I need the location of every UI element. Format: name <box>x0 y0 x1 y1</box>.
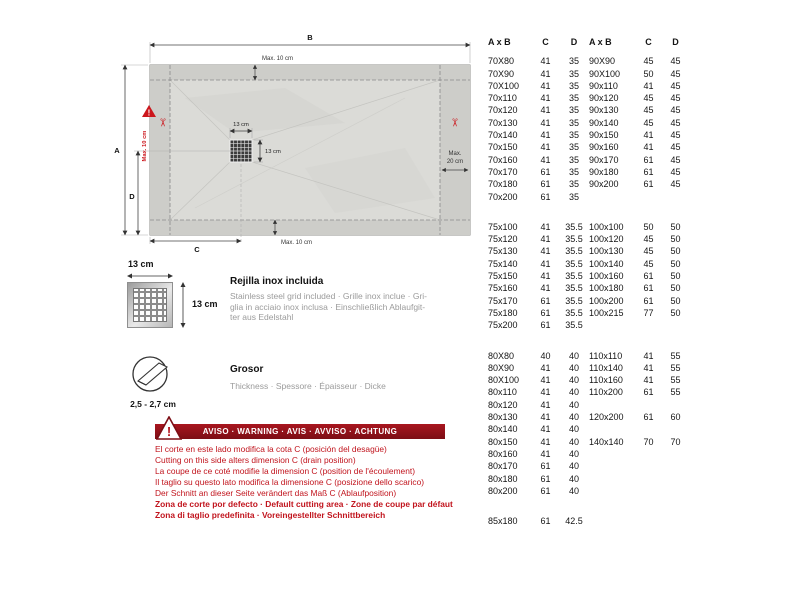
dim-d-cell <box>662 191 689 203</box>
dim-c-cell: 41 <box>540 436 551 447</box>
dim-d-cell: 35 <box>568 105 579 116</box>
size-cell: 100x160 <box>589 271 624 282</box>
size-cell: 80x150 <box>488 436 518 447</box>
dim-d-cell: 40 <box>568 473 579 484</box>
dim-d-cell: 35 <box>568 93 579 104</box>
dim-d-cell: 35 <box>568 68 579 79</box>
dim-d-cell: 40 <box>568 375 579 386</box>
grid-width-label: 13 cm <box>128 259 154 269</box>
dim-d-cell: 35 <box>568 166 579 177</box>
dim-d-cell: 55 <box>670 375 681 386</box>
table-row <box>488 460 698 472</box>
size-cell: 70x160 <box>488 154 518 165</box>
warning-line: Il taglio su questo lato modifica la dimensione C (posizione dello scarico) <box>155 477 425 487</box>
grid-desc-line-3: ter aus Edelstahl <box>230 312 294 322</box>
dim-d-cell: 50 <box>670 271 681 282</box>
dim-c-cell: 41 <box>540 362 551 373</box>
table-block <box>488 55 698 203</box>
cut-warning-right <box>448 118 460 127</box>
dim-d-cell <box>662 319 689 331</box>
dim-d-cell: 70 <box>670 436 681 447</box>
dim-d-cell: 45 <box>670 105 681 116</box>
dim-d-cell: 45 <box>670 93 681 104</box>
dim-d-cell: 35 <box>568 142 579 153</box>
table-row <box>488 221 698 233</box>
dim-d-cell: 40 <box>568 436 579 447</box>
size-cell: 140x140 <box>589 436 624 447</box>
header-axb-right: A x B <box>589 37 612 47</box>
dim-d-cell: 45 <box>670 142 681 153</box>
dim-d-cell: 45 <box>670 166 681 177</box>
tray-diagram <box>105 28 485 258</box>
warning-line: El corte en este lado modifica la cota C (posición del desagüe) <box>155 444 387 454</box>
dim-d-cell: 50 <box>670 283 681 294</box>
table-row <box>488 448 698 460</box>
scissors-icon: ✂ <box>448 118 460 128</box>
size-cell: 70x120 <box>488 105 518 116</box>
table-row <box>488 258 698 270</box>
size-cell: 75x180 <box>488 307 518 318</box>
dim-c-cell: 61 <box>540 191 551 202</box>
size-cell: 100x140 <box>589 258 624 269</box>
table-row <box>488 282 698 294</box>
dim-c-cell: 41 <box>540 130 551 141</box>
size-cell: 80x170 <box>488 461 518 472</box>
max-right-label-1: Max. <box>448 151 462 157</box>
dim-c-cell: 61 <box>540 166 551 177</box>
dim-c-cell: 41 <box>643 80 654 91</box>
grid-width-arrow <box>127 272 173 280</box>
dim-d-cell: 35.5 <box>565 295 583 306</box>
warning-exclamation: ! <box>147 108 151 118</box>
size-cell: 90x140 <box>589 117 619 128</box>
dim-c-cell: 45 <box>643 246 654 257</box>
dim-c-cell: 41 <box>540 93 551 104</box>
dim-d-cell: 35 <box>568 56 579 67</box>
dim-c-cell: 61 <box>643 295 654 306</box>
dim-d-cell: 40 <box>568 350 579 361</box>
dim-c-cell: 50 <box>643 68 654 79</box>
size-cell: 70x180 <box>488 179 518 190</box>
dim-c-cell: 45 <box>643 105 654 116</box>
dim-d-cell: 55 <box>670 350 681 361</box>
dim-c-cell <box>635 460 662 472</box>
dim-d-cell <box>662 473 689 485</box>
thickness-value: 2,5 - 2,7 cm <box>130 399 176 409</box>
warning-triangle-icon <box>156 416 182 440</box>
size-cell: 75x130 <box>488 246 518 257</box>
dim-d-cell: 45 <box>670 68 681 79</box>
table-row <box>488 80 698 92</box>
dim-c-cell <box>635 399 662 411</box>
dim-d-cell: 35.5 <box>565 320 583 331</box>
size-cell: 100x180 <box>589 283 624 294</box>
size-cell <box>589 485 635 497</box>
dim-d-cell <box>662 423 689 435</box>
dim-d-cell: 40 <box>568 485 579 496</box>
dim-c-cell: 41 <box>540 80 551 91</box>
dim-c-cell: 61 <box>540 307 551 318</box>
size-cell: 90x200 <box>589 179 619 190</box>
dim-label-b: B <box>307 33 313 42</box>
table-row <box>488 386 698 398</box>
size-cell: 110x140 <box>589 362 623 373</box>
dim-c-cell: 77 <box>643 307 654 318</box>
table-row <box>488 423 698 435</box>
dim-c-cell <box>635 191 662 203</box>
table-row <box>488 233 698 245</box>
size-cell <box>589 515 635 527</box>
dim-d-cell: 60 <box>670 412 681 423</box>
dim-c-cell: 41 <box>540 117 551 128</box>
header-d-right: D <box>672 37 679 47</box>
size-cell <box>589 473 635 485</box>
dim-c-cell: 41 <box>540 56 551 67</box>
dim-c-cell: 61 <box>540 320 551 331</box>
size-cell: 110x200 <box>589 387 623 398</box>
dim-d-cell: 35 <box>568 154 579 165</box>
dim-c-cell: 45 <box>643 258 654 269</box>
dim-d-cell: 35 <box>568 80 579 91</box>
size-cell: 90X90 <box>589 56 616 67</box>
size-cell: 80x180 <box>488 473 518 484</box>
size-cell: 70x140 <box>488 130 518 141</box>
dim-d-cell: 40 <box>568 399 579 410</box>
dim-d-cell: 45 <box>670 80 681 91</box>
table-row <box>488 166 698 178</box>
dim-d-cell: 35.5 <box>565 221 583 232</box>
warning-line: Cutting on this side alters dimension C (drain position) <box>155 455 356 465</box>
dim-d-cell: 50 <box>670 307 681 318</box>
table-row <box>488 129 698 141</box>
table-row <box>488 473 698 485</box>
dim-d-cell: 35.5 <box>565 234 583 245</box>
size-cell: 70X100 <box>488 80 520 91</box>
grid-section-desc <box>230 291 427 323</box>
dim-c-cell: 41 <box>540 221 551 232</box>
dim-c-cell: 61 <box>540 473 551 484</box>
dim-c-cell: 41 <box>540 375 551 386</box>
dim-d-cell: 50 <box>670 295 681 306</box>
drain-dim-side-label: 13 cm <box>265 149 281 155</box>
header-axb-left: A x B <box>488 37 511 47</box>
table-row <box>488 178 698 190</box>
dim-label-a: A <box>114 146 120 155</box>
size-cell: 75x120 <box>488 234 518 245</box>
steel-grid-icon <box>127 282 173 328</box>
size-cell: 80x130 <box>488 412 518 423</box>
dim-d-cell <box>662 460 689 472</box>
grid-desc-line-2: glia in acciaio inox inclusa · Einschließlich Ablaufgit- <box>230 301 426 312</box>
size-cell: 100x120 <box>589 234 624 245</box>
dim-d-cell: 40 <box>568 387 579 398</box>
table-row <box>488 295 698 307</box>
dim-c-cell: 41 <box>643 362 654 373</box>
dim-d-cell: 42.5 <box>565 516 583 527</box>
table-row <box>488 245 698 257</box>
size-cell: 75x200 <box>488 320 518 331</box>
size-cell: 80X90 <box>488 362 515 373</box>
header-c-left: C <box>542 37 549 47</box>
dim-c-cell: 41 <box>540 234 551 245</box>
table-row <box>488 270 698 282</box>
size-cell: 80x120 <box>488 399 518 410</box>
dim-c-cell: 41 <box>540 246 551 257</box>
table-row <box>488 350 698 362</box>
dim-d-cell: 50 <box>670 246 681 257</box>
dim-c-cell: 41 <box>540 424 551 435</box>
warning-line: Der Schnitt an dieser Seite verändert das Maß C (Ablaufposition) <box>155 488 397 498</box>
thickness-title: Grosor <box>230 364 264 375</box>
dim-c-cell: 41 <box>540 387 551 398</box>
dim-d-cell: 45 <box>670 130 681 141</box>
dim-c-cell: 61 <box>643 412 654 423</box>
size-cell <box>589 460 635 472</box>
size-cell: 75x150 <box>488 271 518 282</box>
dim-c-cell: 61 <box>643 166 654 177</box>
dim-c-cell: 45 <box>643 117 654 128</box>
table-block <box>488 515 698 527</box>
size-cell: 90x150 <box>589 130 619 141</box>
drain-dim-top-label: 13 cm <box>233 122 249 128</box>
table-row <box>488 362 698 374</box>
scissors-icon: ✂ <box>156 118 168 128</box>
size-cell: 90x170 <box>589 154 619 165</box>
size-cell: 70x130 <box>488 117 518 128</box>
dim-d-cell: 40 <box>568 461 579 472</box>
dim-c-cell: 61 <box>643 154 654 165</box>
dim-d-cell: 35.5 <box>565 283 583 294</box>
dim-c-cell: 45 <box>643 234 654 245</box>
dim-d-cell <box>662 485 689 497</box>
dim-c-cell: 41 <box>643 375 654 386</box>
table-row <box>488 117 698 129</box>
dim-c-cell <box>635 485 662 497</box>
size-cell: 100x200 <box>589 295 624 306</box>
size-cell <box>589 448 635 460</box>
dim-c-cell: 41 <box>643 142 654 153</box>
size-cell: 80X80 <box>488 350 515 361</box>
dim-d-cell: 40 <box>568 448 579 459</box>
dim-d-cell: 45 <box>670 154 681 165</box>
table-block <box>488 350 698 498</box>
size-cell: 75x140 <box>488 258 518 269</box>
dim-c-cell: 61 <box>540 485 551 496</box>
warning-line: Zona de corte por defecto · Default cutting area · Zone de coupe par défaut <box>155 499 453 509</box>
size-cell: 80x160 <box>488 448 518 459</box>
dim-c-cell: 61 <box>643 387 654 398</box>
dim-c-cell <box>635 448 662 460</box>
tray-body <box>147 65 470 235</box>
dim-d-cell: 35 <box>568 179 579 190</box>
dim-d-cell: 50 <box>670 221 681 232</box>
table-row <box>488 436 698 448</box>
table-row <box>488 154 698 166</box>
grid-desc-line-1: Stainless steel grid included · Grille inox inclue · Gri- <box>230 291 427 301</box>
dim-c-cell: 41 <box>540 412 551 423</box>
size-cell: 100x130 <box>589 246 624 257</box>
thickness-desc: Thickness · Spessore · Épaisseur · Dicke <box>230 381 386 391</box>
max-top-label: Max. 10 cm <box>262 56 294 62</box>
dim-c-cell: 50 <box>643 221 654 232</box>
size-cell <box>589 423 635 435</box>
size-cell: 90x160 <box>589 142 619 153</box>
size-cell: 90x120 <box>589 93 619 104</box>
dim-d-cell <box>662 399 689 411</box>
size-cell: 110x160 <box>589 375 623 386</box>
dim-c-cell: 41 <box>540 283 551 294</box>
table-row <box>488 374 698 386</box>
size-cell: 70X80 <box>488 56 515 67</box>
dim-d-cell: 40 <box>568 412 579 423</box>
dim-c-cell: 41 <box>540 448 551 459</box>
dim-c-cell: 61 <box>643 179 654 190</box>
dim-c-cell: 61 <box>643 283 654 294</box>
size-cell: 80X100 <box>488 375 520 386</box>
table-row <box>488 191 698 203</box>
size-cell: 75x100 <box>488 221 518 232</box>
dim-d-cell: 35.5 <box>565 246 583 257</box>
table-row <box>488 515 698 527</box>
size-cell: 120x200 <box>589 412 624 423</box>
size-cell: 70x170 <box>488 166 518 177</box>
table-row <box>488 307 698 319</box>
dim-c-cell: 41 <box>540 399 551 410</box>
warning-lines <box>155 444 453 521</box>
dim-d-cell <box>662 515 689 527</box>
max-right-label-2: 20 cm <box>446 159 464 165</box>
table-row <box>488 104 698 116</box>
table-row <box>488 68 698 80</box>
thickness-icon <box>128 350 174 396</box>
size-cell: 70x150 <box>488 142 518 153</box>
dim-c-cell: 45 <box>643 93 654 104</box>
dim-c-cell <box>635 423 662 435</box>
dim-c-cell: 41 <box>540 142 551 153</box>
table-row <box>488 411 698 423</box>
size-cell: 70X90 <box>488 68 515 79</box>
grid-height-arrow <box>177 282 189 328</box>
dim-d-cell: 35.5 <box>565 258 583 269</box>
table-row <box>488 141 698 153</box>
warning-banner: AVISO · WARNING · AVIS · AVVISO · ACHTUNG <box>155 424 445 439</box>
dim-label-c: C <box>194 245 200 254</box>
size-cell: 75x160 <box>488 283 518 294</box>
dim-c-cell: 61 <box>540 295 551 306</box>
size-cell: 90x110 <box>589 80 618 91</box>
size-cell: 80x140 <box>488 424 518 435</box>
size-cell <box>589 319 635 331</box>
size-cell: 80x200 <box>488 485 518 496</box>
table-block <box>488 221 698 332</box>
dim-c-cell: 41 <box>540 258 551 269</box>
size-cell: 70x200 <box>488 191 518 202</box>
warning-line: La coupe de ce coté modifie la dimension C (position de l'écoulement) <box>155 466 415 476</box>
dim-d-cell: 55 <box>670 362 681 373</box>
dim-c-cell: 61 <box>540 516 551 527</box>
size-cell: 110x110 <box>589 350 623 361</box>
size-cell: 90x180 <box>589 166 619 177</box>
dim-c-cell: 41 <box>643 350 654 361</box>
warning-line: Zona di taglio predefinita · Voreingestellter Schnittbereich <box>155 510 386 520</box>
table-row <box>488 92 698 104</box>
size-cell: 70x110 <box>488 93 517 104</box>
dim-c-cell: 40 <box>540 350 551 361</box>
dim-c-cell: 61 <box>540 461 551 472</box>
table-row <box>488 319 698 331</box>
dim-d-cell: 45 <box>670 56 681 67</box>
dim-d-cell: 40 <box>568 362 579 373</box>
header-c-right: C <box>645 37 652 47</box>
dim-d-cell: 35.5 <box>565 271 583 282</box>
grid-height-label: 13 cm <box>192 299 218 309</box>
grid-cells <box>133 288 167 322</box>
dim-c-cell: 61 <box>540 179 551 190</box>
table-row <box>488 485 698 497</box>
max-bottom-label: Max. 10 cm <box>281 240 313 246</box>
header-d-left: D <box>570 37 578 47</box>
drain-grid <box>230 140 252 162</box>
dim-c-cell: 41 <box>643 130 654 141</box>
max-left-red-label: Max. 10 cm <box>142 130 148 162</box>
dim-d-cell <box>662 448 689 460</box>
size-cell: 80x110 <box>488 387 517 398</box>
dim-c-cell: 45 <box>643 56 654 67</box>
size-cell <box>589 399 635 411</box>
table-row <box>488 399 698 411</box>
dim-d-cell: 35 <box>568 191 579 202</box>
size-cell: 100x215 <box>589 307 624 318</box>
table-blocks <box>488 55 698 527</box>
svg-text:!: ! <box>166 424 172 439</box>
dim-c-cell: 41 <box>540 271 551 282</box>
dim-c-cell: 41 <box>540 68 551 79</box>
dim-c-cell <box>635 515 662 527</box>
size-table <box>488 36 698 545</box>
dim-c-cell: 41 <box>540 154 551 165</box>
dim-label-d: D <box>129 192 135 201</box>
dim-c-cell: 70 <box>643 436 654 447</box>
dim-d-cell: 45 <box>670 117 681 128</box>
table-header <box>488 36 698 48</box>
dim-d-cell: 55 <box>670 387 681 398</box>
dim-c-cell: 61 <box>643 271 654 282</box>
dim-c-cell <box>635 319 662 331</box>
dim-c-cell <box>635 473 662 485</box>
size-cell: 90X100 <box>589 68 621 79</box>
dim-d-cell: 35.5 <box>565 307 583 318</box>
size-cell: 85x180 <box>488 516 518 527</box>
dim-c-cell: 41 <box>540 105 551 116</box>
size-cell <box>589 191 635 203</box>
size-cell: 90x130 <box>589 105 619 116</box>
dim-d-cell: 35 <box>568 117 579 128</box>
grid-section-title: Rejilla inox incluida <box>230 276 324 287</box>
dim-d-cell: 50 <box>670 234 681 245</box>
dim-d-cell: 40 <box>568 424 579 435</box>
dim-d-cell: 45 <box>670 179 681 190</box>
size-cell: 100x100 <box>589 221 624 232</box>
size-cell: 75x170 <box>488 295 518 306</box>
table-row <box>488 55 698 67</box>
dim-d-cell: 35 <box>568 130 579 141</box>
dim-d-cell: 50 <box>670 258 681 269</box>
